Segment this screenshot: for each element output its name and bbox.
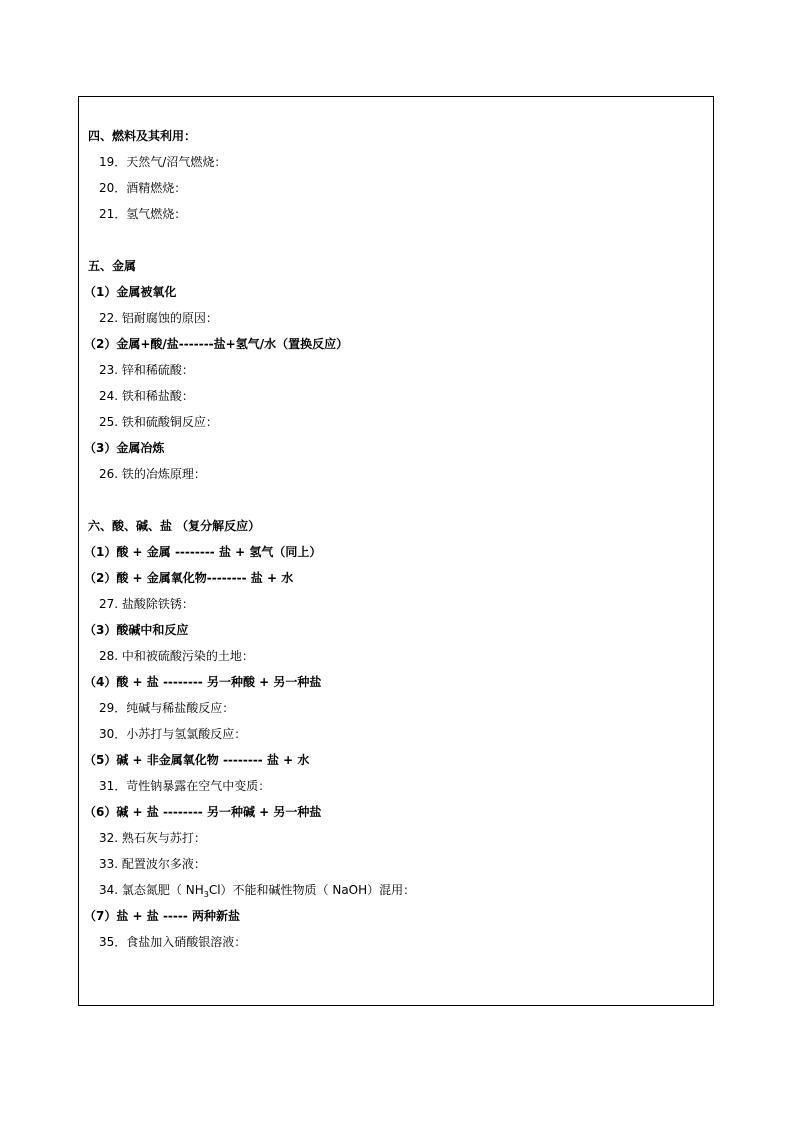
question-19: 19．天然气/沼气燃烧： [99, 155, 227, 169]
section-heading-acid-base-salt: 六、酸、碱、盐 （复分解反应） [88, 519, 261, 533]
subheading-neutralization: （3）酸碱中和反应 [84, 623, 189, 637]
section-heading-fuel: 四、燃料及其利用： [88, 129, 197, 143]
question-27: 27. 盐酸除铁锈： [99, 597, 194, 611]
subheading-smelting: （3）金属冶炼 [84, 441, 165, 455]
question-35: 35．食盐加入硝酸银溶液： [99, 935, 247, 949]
subheading-acid-metal-oxide: （2）酸 + 金属氧化物-------- 盐 + 水 [84, 571, 294, 585]
subheading-metal-oxidation: （1）金属被氧化 [84, 285, 177, 299]
question-32: 32. 熟石灰与苏打： [99, 831, 206, 845]
subheading-acid-salt: （4）酸 + 盐 -------- 另一种酸 + 另一种盐 [84, 675, 322, 689]
subheading-acid-metal: （1）酸 + 金属 -------- 盐 + 氢气（同上） [84, 545, 322, 559]
subheading-base-salt: （6）碱 + 盐 -------- 另一种碱 + 另一种盐 [84, 805, 322, 819]
question-33: 33. 配置波尔多液： [99, 857, 206, 871]
question-21: 21．氢气燃烧： [99, 207, 187, 221]
question-25: 25. 铁和硫酸铜反应： [99, 415, 218, 429]
question-34-subscript: 3 [203, 890, 209, 899]
question-34-text-start: 34. 氯态氮肥（ NH [99, 883, 204, 897]
question-22: 22. 铝耐腐蚀的原因： [99, 311, 218, 325]
question-30: 30．小苏打与氢氯酸反应： [99, 727, 247, 741]
question-23: 23. 锌和稀硫酸： [99, 363, 194, 377]
question-24: 24. 铁和稀盐酸： [99, 389, 194, 403]
question-34 [99, 882, 415, 898]
subheading-displacement: （2）金属+酸/盐-------盐+氢气/水（置换反应） [84, 337, 349, 351]
question-31: 31．苛性钠暴露在空气中变质： [99, 779, 271, 793]
question-34-text-end: Cl）不能和碱性物质（ NaOH）混用： [208, 883, 416, 897]
subheading-base-nonmetal-oxide: （5）碱 + 非金属氧化物 -------- 盐 + 水 [84, 753, 310, 767]
question-28: 28. 中和被硫酸污染的土地： [99, 649, 254, 663]
section-heading-metal: 五、金属 [88, 259, 137, 273]
question-26: 26. 铁的冶炼原理： [99, 467, 206, 481]
subheading-salt-salt: （7）盐 + 盐 ----- 两种新盐 [84, 909, 241, 923]
question-20: 20．酒精燃烧： [99, 181, 187, 195]
question-29: 29．纯碱与稀盐酸反应： [99, 701, 235, 715]
